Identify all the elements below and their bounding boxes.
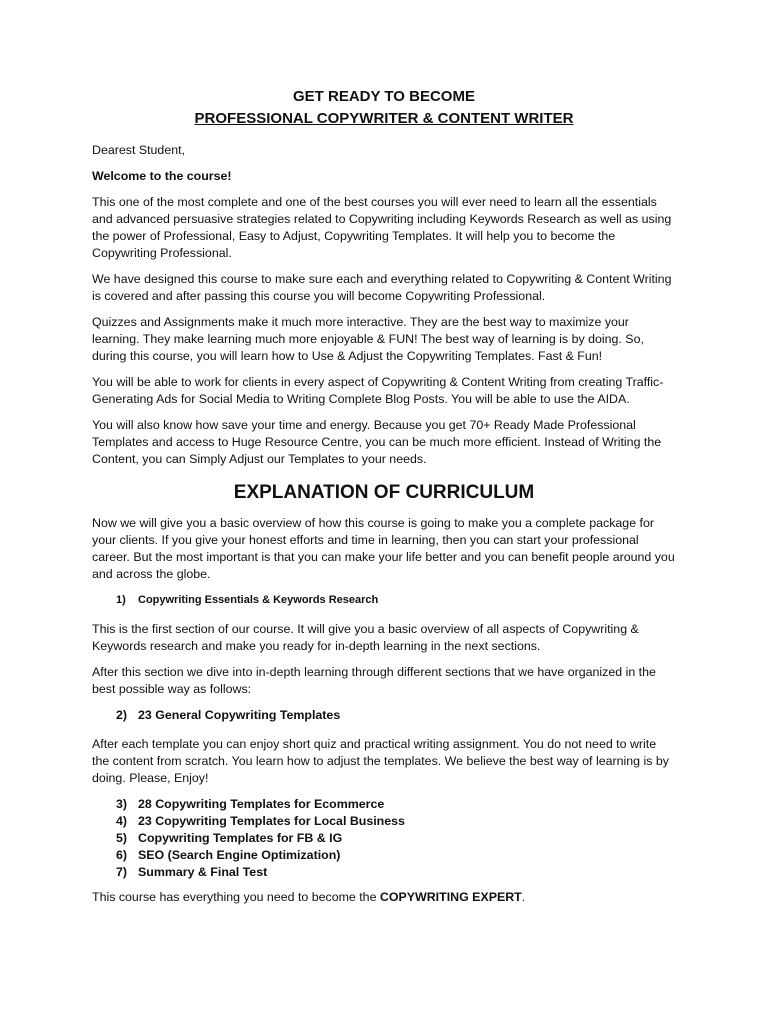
list-item-number: 3) <box>116 797 128 811</box>
list-item <box>116 813 676 830</box>
intro-paragraph-2: We have designed this course to make sure each and everything related to Copywriting & Content Writing is covered and after passing this course you will become Copywriting Professional. <box>92 272 672 303</box>
section-list-2 <box>92 707 676 724</box>
closing-emphasis: COPYWRITING EXPERT <box>379 890 522 904</box>
closing-text: This course has everything you need to become the <box>92 890 380 904</box>
list-item-number: 1) <box>116 594 126 606</box>
list-item-number: 7) <box>116 865 128 879</box>
list-item-number: 4) <box>116 814 128 828</box>
list-item-label: 23 General Copywriting Templates <box>138 708 341 722</box>
closing-end: . <box>521 890 526 904</box>
list-item <box>116 592 676 609</box>
intro-paragraph-4: You will be able to work for clients in every aspect of Copywriting & Content Writing from creating Traffic-Generating Ads for Social Media to Writing Complete Blog Posts. You will be able to use the AIDA. <box>92 375 664 406</box>
list-item-label: 28 Copywriting Templates for Ecommerce <box>138 797 385 811</box>
header-title-line2: PROFESSIONAL COPYWRITER & CONTENT WRITER <box>194 110 574 127</box>
list-item-number: 5) <box>116 831 128 845</box>
header-title-line1: GET READY TO BECOME <box>293 88 475 105</box>
list-item-label: Copywriting Essentials & Keywords Research <box>138 594 379 606</box>
curriculum-heading: EXPLANATION OF CURRICULUM <box>233 482 535 503</box>
after-section-description: After this section we dive into in-depth learning through different sections that we have organized in the best possible way as follows: <box>92 665 656 696</box>
section-list-1 <box>92 592 676 609</box>
section-list-rest <box>92 796 676 881</box>
intro-paragraph-3: Quizzes and Assignments make it much more interactive. They are the best way to maximize your learning. They make learning much more enjoyable & FUN! The best way of learning is by doing. So, during this course, you will learn how to Use & Adjust the Copywriting Templates. Fast & Fun! <box>92 315 644 363</box>
template-description: After each template you can enjoy short quiz and practical writing assignment. You do not need to write the content from scratch. You learn how to adjust the templates. We believe the best way of learning is by doing. Please, Enjoy! <box>92 737 669 785</box>
list-item-label: Summary & Final Test <box>138 865 268 879</box>
welcome-line: Welcome to the course! <box>92 169 232 183</box>
list-item-label: SEO (Search Engine Optimization) <box>138 848 341 862</box>
list-item <box>116 830 676 847</box>
intro-paragraph-5: You will also know how save your time and energy. Because you get 70+ Ready Made Professional Templates and access to Huge Resource Centre, you can be much more efficient. Instead of Writing the Content, you can Simply Adjust our Templates to your needs. <box>92 418 662 466</box>
list-item <box>116 707 676 724</box>
list-item-number: 6) <box>116 848 128 862</box>
section1-description: This is the first section of our course. It will give you a basic overview of all aspects of Copywriting & Keywords research and make you ready for in-depth learning in the next sections. <box>92 622 639 653</box>
list-item <box>116 847 676 864</box>
list-item-number: 2) <box>116 708 128 722</box>
list-item-label: Copywriting Templates for FB & IG <box>138 831 343 845</box>
list-item <box>116 796 676 813</box>
greeting: Dearest Student, <box>92 143 185 157</box>
curriculum-intro: Now we will give you a basic overview of how this course is going to make you a complete package for your clients. If you give your honest efforts and time in learning, then you can start your professional career. But the most important is that you can make your life better and you can benefit people around you and across the globe. <box>92 516 675 581</box>
list-item-label: 23 Copywriting Templates for Local Business <box>138 814 405 828</box>
closing-line <box>92 889 676 906</box>
intro-paragraph-1: This one of the most complete and one of the best courses you will ever need to learn all the essentials and advanced persuasive strategies related to Copywriting including Keywords Research as well as using the power of Professional, Easy to Adjust, Copywriting Templates. It will help you to become the Copywriting Professional. <box>92 195 672 260</box>
list-item <box>116 864 676 881</box>
